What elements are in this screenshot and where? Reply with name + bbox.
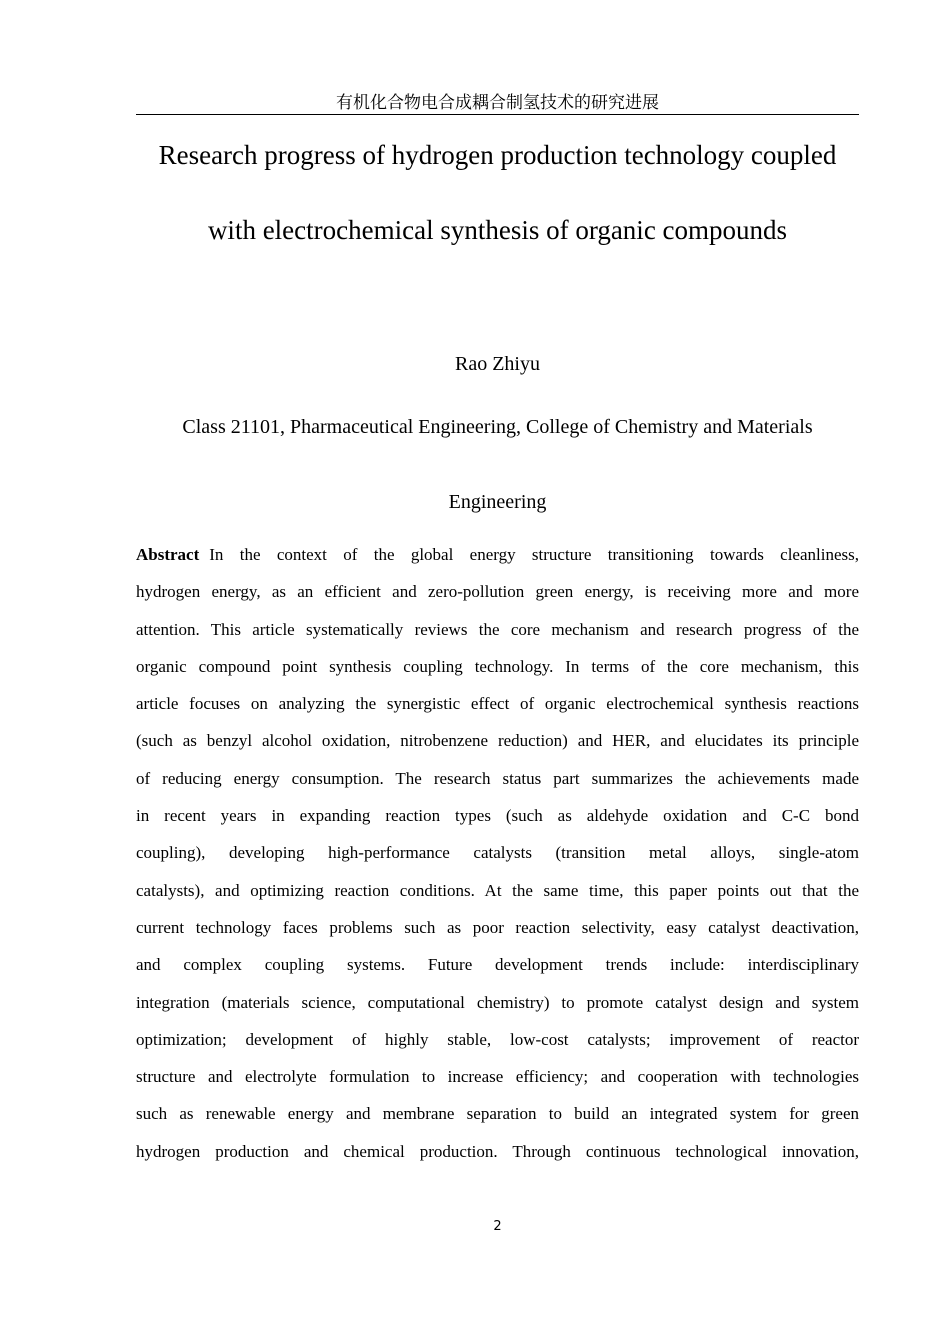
abstract	[136, 536, 859, 1170]
affiliation-line: Class 21101, Pharmaceutical Engineering, College of Chemistry and Materials	[182, 416, 813, 438]
abstract-text: In the context of the global energy structure transitioning towards cleanliness,	[209, 545, 859, 564]
abstract-line: catalysts), and optimizing reaction conditions. At the same time, this paper points out that the	[136, 880, 859, 900]
abstract-line: hydrogen production and chemical production. Through continuous technological innovation,	[136, 1141, 859, 1161]
abstract-line: in recent years in expanding reaction types (such as aldehyde oxidation and C-C bond	[136, 806, 859, 826]
author-affiliation	[100, 414, 895, 515]
abstract-line: structure and electrolyte formulation to increase efficiency; and cooperation with technologies	[136, 1067, 859, 1087]
running-header: 有机化合物电合成耦合制氢技术的研究进展	[336, 93, 659, 113]
abstract-line: and complex coupling systems. Future development trends include: interdisciplinary	[136, 955, 859, 975]
title-line: Research progress of hydrogen production technology coupled	[158, 140, 837, 170]
affiliation-line: Engineering	[448, 491, 547, 513]
author-name: Rao Zhiyu	[455, 353, 540, 375]
abstract-line: integration (materials science, computational chemistry) to promote catalyst design and system	[136, 992, 859, 1012]
abstract-line: hydrogen energy, as an efficient and zero-pollution green energy, is receiving more and more	[136, 582, 859, 602]
abstract-line: such as renewable energy and membrane separation to build an integrated system for green	[136, 1104, 859, 1124]
header-rule	[136, 114, 859, 115]
abstract-line: organic compound point synthesis coupling technology. In terms of the core mechanism, this	[136, 656, 859, 676]
abstract-line: coupling), developing high-performance catalysts (transition metal alloys, single-atom	[136, 843, 859, 863]
page-number: 2	[493, 1219, 502, 1234]
abstract-line: optimization; development of highly stable, low-cost catalysts; improvement of reactor	[136, 1029, 859, 1049]
title-line: with electrochemical synthesis of organic compounds	[207, 215, 788, 245]
abstract-label: Abstract	[136, 545, 200, 564]
abstract-line	[136, 536, 859, 573]
abstract-line: attention. This article systematically reviews the core mechanism and research progress of the	[136, 619, 859, 639]
abstract-line: current technology faces problems such as poor reaction selectivity, easy catalyst deactivation,	[136, 917, 859, 937]
paper-title	[120, 136, 875, 249]
abstract-line: article focuses on analyzing the synergistic effect of organic electrochemical synthesis reactions	[136, 694, 859, 714]
abstract-line: of reducing energy consumption. The research status part summarizes the achievements made	[136, 768, 859, 788]
abstract-line: (such as benzyl alcohol oxidation, nitrobenzene reduction) and HER, and elucidates its principle	[136, 731, 859, 751]
